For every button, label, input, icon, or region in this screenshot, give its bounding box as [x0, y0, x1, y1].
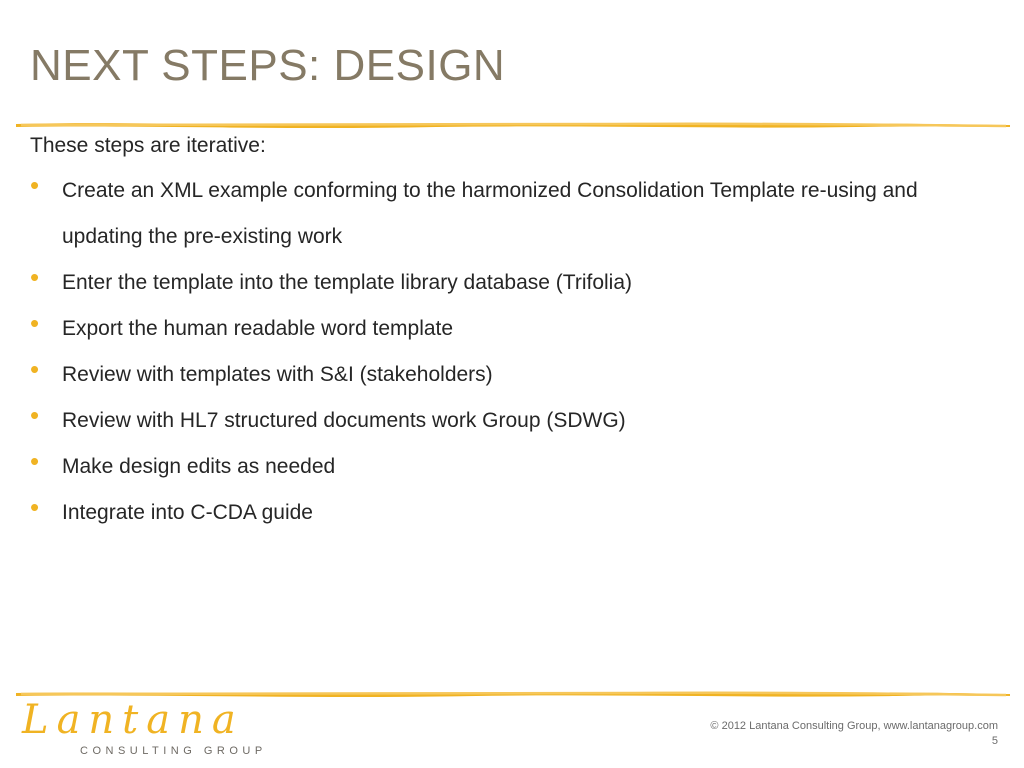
logo-script-text: Lantana	[22, 697, 244, 743]
copyright-notice: © 2012 Lantana Consulting Group, www.lantanagroup.com	[710, 720, 998, 732]
page-number: 5	[991, 735, 998, 747]
intro-text: These steps are iterative:	[30, 134, 266, 157]
bullet-text: Integrate into C-CDA guide	[62, 501, 313, 524]
bullet-item	[30, 352, 990, 398]
logo-subtitle: CONSULTING GROUP	[80, 745, 267, 757]
slide-title: NEXT STEPS: DESIGN	[30, 41, 506, 90]
bullet-item	[30, 444, 990, 490]
bullet-text: Make design edits as needed	[62, 455, 336, 478]
bullet-dot-icon: •	[30, 354, 40, 384]
bullet-item	[30, 306, 990, 352]
bullet-dot-icon: •	[30, 262, 40, 292]
bullet-text: Create an XML example conforming to the harmonized Consolidation Template re-using and updating the pre-existing work	[62, 179, 918, 248]
bullet-dot-icon: •	[30, 400, 40, 430]
bullet-item	[30, 168, 990, 260]
bullet-list	[30, 168, 990, 536]
bullet-text: Export the human readable word template	[62, 317, 454, 340]
bullet-text: Review with templates with S&I (stakeholders)	[62, 363, 493, 386]
bullet-item	[30, 490, 990, 536]
bullet-dot-icon: •	[30, 170, 40, 200]
bullet-text: Review with HL7 structured documents work Group (SDWG)	[62, 409, 626, 432]
bullet-dot-icon: •	[30, 308, 40, 338]
bullet-text: Enter the template into the template library database (Trifolia)	[62, 271, 633, 294]
bullet-dot-icon: •	[30, 492, 40, 522]
lantana-logo	[22, 697, 267, 760]
bullet-item	[30, 398, 990, 444]
bullet-item	[30, 260, 990, 306]
bullet-dot-icon: •	[30, 446, 40, 476]
top-divider	[16, 119, 1010, 131]
